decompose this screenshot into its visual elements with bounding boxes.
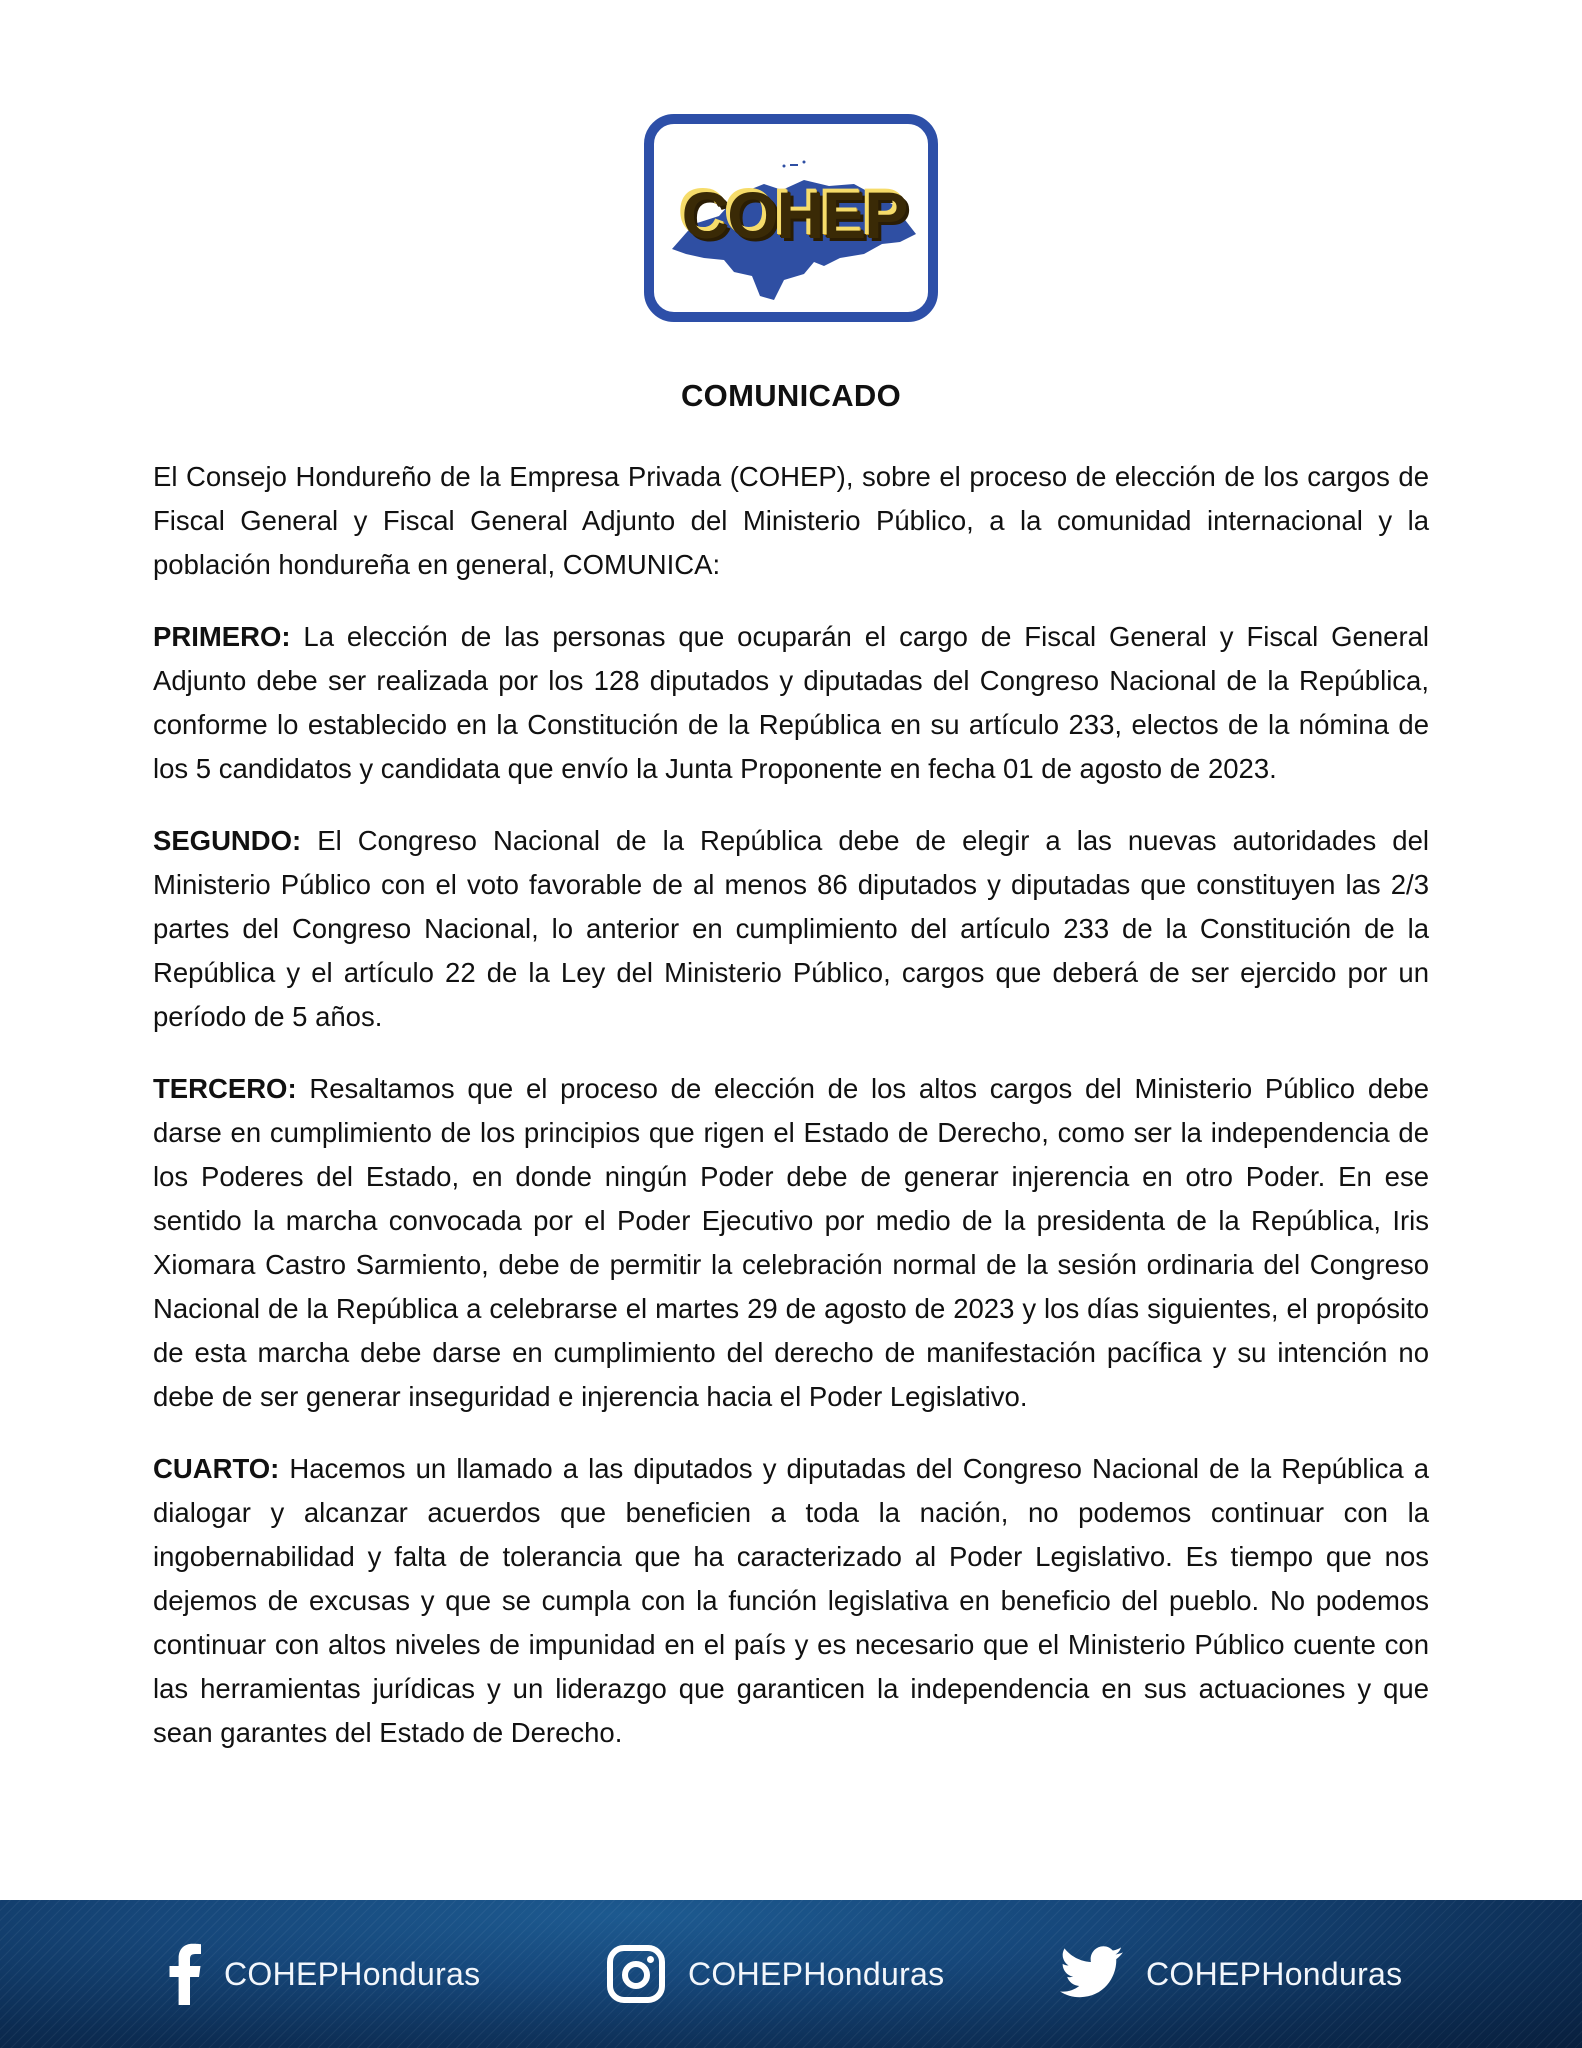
facebook-link[interactable] xyxy=(168,1900,480,2048)
twitter-link[interactable] xyxy=(1060,1900,1402,2048)
section-text: Hacemos un llamado a las diputados y diputadas del Congreso Nacional de la República a dialogar y alcanzar acuerdos que beneficien a toda la nación, no podemos continuar con la ingobernabilidad y falta de tolerancia que ha caracterizado al Poder Legislativo. Es tiempo que nos dejemos de excusas y que se cumpla con la función legislativa en beneficio del pueblo. No podemos continuar con altos niveles de impunidad en el país y es necesario que el Ministerio Público cuente con las herramientas jurídicas y un liderazgo que garanticen la independencia en sus actuaciones y que sean garantes del Estado de Derecho. xyxy=(153,1453,1429,1748)
instagram-icon xyxy=(606,1944,666,2004)
section-tercero xyxy=(153,1067,1429,1419)
twitter-handle: COHEPHonduras xyxy=(1146,1955,1403,1992)
instagram-handle: COHEPHonduras xyxy=(688,1955,945,1992)
twitter-icon xyxy=(1060,1946,1124,2002)
section-cuarto xyxy=(153,1447,1429,1755)
section-text: Resaltamos que el proceso de elección de los altos cargos del Ministerio Público debe darse en cumplimiento de los principios que rigen el Estado de Derecho, como ser la independencia de los Poderes del Estado, en donde ningún Poder debe de generar injerencia en otro Poder. En ese sentido la marcha convocada por el Poder Ejecutivo por medio de la presidenta de la República, Iris Xiomara Castro Sarmiento, debe de permitir la celebración normal de la sesión ordinaria del Congreso Nacional de la República a celebrarse el martes 29 de agosto de 2023 y los días siguientes, el propósito de esta marcha debe darse en cumplimiento del derecho de manifestación pacífica y su intención no debe de ser generar inseguridad e injerencia hacia el Poder Legislativo. xyxy=(153,1073,1429,1412)
social-footer xyxy=(0,1900,1582,2048)
section-heading: TERCERO: xyxy=(153,1073,297,1104)
facebook-handle: COHEPHonduras xyxy=(224,1955,481,1992)
facebook-icon xyxy=(168,1943,202,2005)
section-primero xyxy=(153,615,1429,791)
section-heading: PRIMERO: xyxy=(153,621,291,652)
document-body xyxy=(153,455,1429,1783)
document-title: COMUNICADO xyxy=(681,378,901,413)
logo-text: COHEP xyxy=(644,174,938,250)
section-text: La elección de las personas que ocuparán el cargo de Fiscal General y Fiscal General Adjunto debe ser realizada por los 128 diputados y diputadas del Congreso Nacional de la República, conforme lo establecido en la Constitución de la República en su artículo 233, electos de la nómina de los 5 candidatos y candidata que envío la Junta Proponente en fecha 01 de agosto de 2023. xyxy=(153,621,1430,784)
cohep-logo xyxy=(644,114,938,322)
instagram-link[interactable] xyxy=(606,1900,944,2048)
section-segundo xyxy=(153,819,1429,1039)
section-heading: CUARTO: xyxy=(153,1453,280,1484)
intro-paragraph: El Consejo Hondureño de la Empresa Privada (COHEP), sobre el proceso de elección de los cargos de Fiscal General y Fiscal General Adjunto del Ministerio Público, a la comunidad internacional y la población hondureña en general, COMUNICA: xyxy=(153,461,1429,580)
section-heading: SEGUNDO: xyxy=(153,825,302,856)
section-text: El Congreso Nacional de la República debe de elegir a las nuevas autoridades del Ministerio Público con el voto favorable de al menos 86 diputados y diputadas que constituyen las 2/3 partes del Congreso Nacional, lo anterior en cumplimiento del artículo 233 de la Constitución de la República y el artículo 22 de la Ley del Ministerio Público, cargos que deberá de ser ejercido por un período de 5 años. xyxy=(153,825,1430,1032)
